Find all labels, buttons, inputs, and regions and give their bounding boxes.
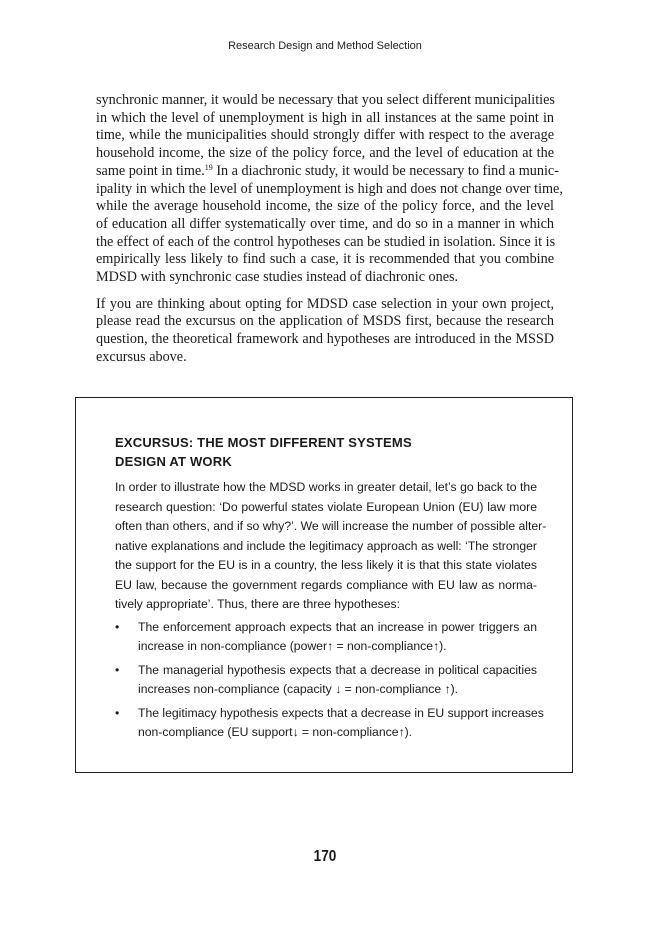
text-line: increase in non-compliance (power↑ = non-compliance↑).: [138, 638, 447, 653]
text-line: The managerial hypothesis expects that a decrease in political capacities: [138, 663, 537, 677]
text-fragment: In a diachronic study, it would be necessary to find a munic-: [212, 162, 559, 179]
excursus-box: [75, 397, 573, 773]
bullet-icon: •: [115, 620, 120, 634]
text-line: please read the excursus on the application of MSDS first, because the research: [96, 313, 554, 330]
text-line: tively appropriate’. Thus, there are three hypotheses:: [115, 597, 400, 611]
text-line: of education all differ systematically over time, and do so in a manner in which: [96, 215, 554, 232]
text-line: while the average household income, the size of the policy force, and the level: [96, 198, 554, 215]
title-line: EXCURSUS: THE MOST DIFFERENT SYSTEMS: [115, 435, 412, 450]
text-line: In order to illustrate how the MDSD works in greater detail, let’s go back to the: [115, 480, 537, 494]
paragraph-1: [96, 92, 563, 287]
page-number: 170: [313, 848, 337, 865]
text-fragment: same point in time.: [96, 162, 205, 179]
list-item: [115, 661, 537, 698]
text-line: the support for the EU is in a country, the less likely it is that this state violates: [115, 558, 537, 572]
text-line: ipality in which the level of unemployment is high and does not change over time,: [96, 180, 563, 197]
bullet-icon: •: [115, 663, 120, 677]
list-item: [115, 618, 537, 655]
text-line: in which the level of unemployment is high in all instances at the same point in: [96, 109, 554, 126]
text-line: The enforcement approach expects that an increase in power triggers an: [138, 620, 537, 634]
bullet-icon: •: [115, 706, 120, 720]
footnote-reference[interactable]: 19: [204, 162, 213, 172]
text-line: The legitimacy hypothesis expects that a decrease in EU support increases: [138, 706, 544, 720]
text-line: research question: ‘Do powerful states violate European Union (EU) law more: [115, 499, 537, 514]
text-line: EU law, because the government regards compliance with EU law as norma-: [115, 577, 537, 592]
text-line: the effect of each of the control hypotheses can be studied in isolation. Since it is: [96, 233, 556, 250]
text-line: If you are thinking about opting for MDSD case selection in your own project,: [96, 295, 554, 312]
text-line: increases non-compliance (capacity ↓ = non-compliance ↑).: [138, 681, 459, 696]
text-line: often than others, and if so why?’. We will increase the number of possible alter-: [115, 519, 547, 533]
text-line: [96, 162, 559, 181]
running-head: Research Design and Method Selection: [228, 40, 422, 52]
text-line: native explanations and include the legitimacy approach as well: ‘The stronger: [115, 538, 537, 553]
text-line: time, while the municipalities should strongly differ with respect to the average: [96, 127, 554, 144]
hypotheses-list: [115, 618, 544, 747]
title-line: DESIGN AT WORK: [115, 454, 232, 469]
text-line: household income, the size of the policy force, and the level of education at the: [96, 145, 554, 162]
text-line: MDSD with synchronic case studies instead of diachronic ones.: [96, 269, 459, 286]
text-line: empirically less likely to find such a case, it is recommended that you combine: [96, 251, 554, 268]
text-line: non-compliance (EU support↓ = non-compliance↑).: [138, 724, 413, 739]
excursus-title: [115, 433, 412, 471]
list-item: [115, 704, 544, 741]
text-line: excursus above.: [96, 348, 187, 365]
excursus-intro: [115, 478, 547, 615]
text-line: question, the theoretical framework and hypotheses are introduced in the MSSD: [96, 331, 554, 348]
main-text: [96, 92, 563, 376]
text-line: synchronic manner, it would be necessary that you select different municipalities: [96, 92, 555, 108]
paragraph-2: [96, 296, 554, 367]
